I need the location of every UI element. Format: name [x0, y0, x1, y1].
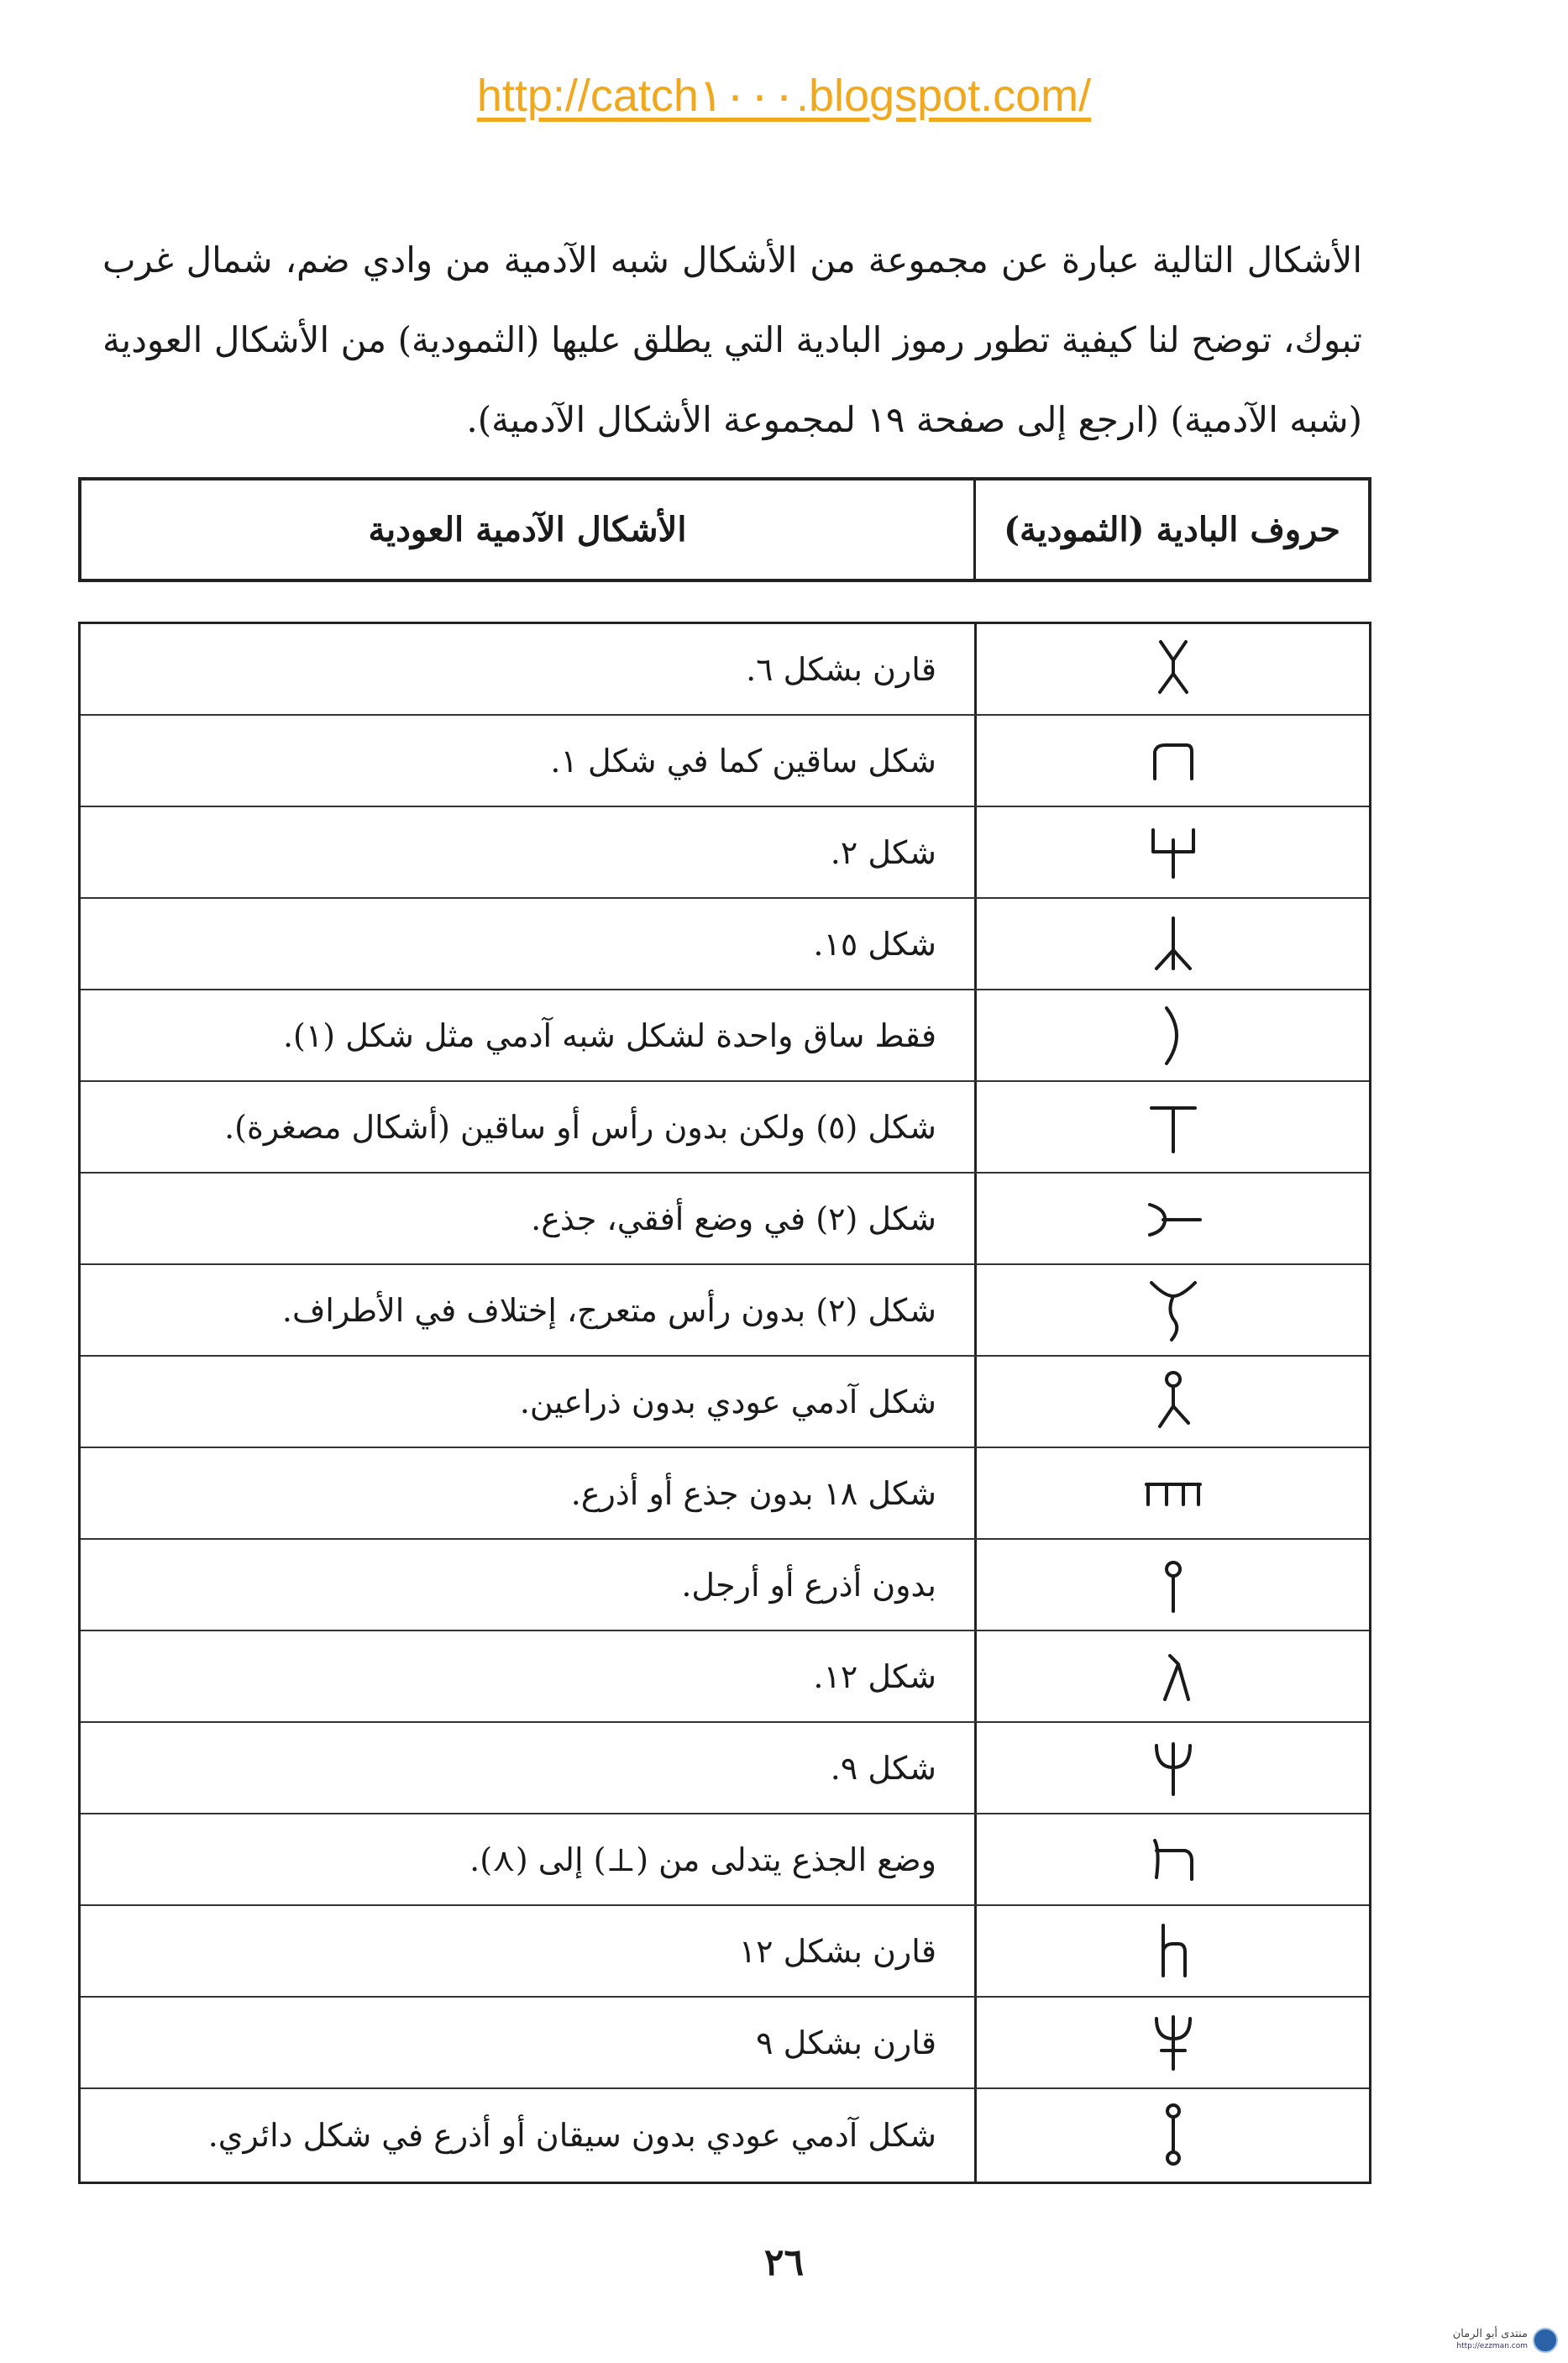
description-cell: قارن بشكل ٦.: [746, 650, 936, 688]
table-row: [81, 1265, 1369, 1357]
table-row: [81, 1540, 1369, 1631]
table-row: [81, 990, 1369, 1082]
table-row: [81, 624, 1369, 716]
symbol-cell: [974, 716, 1369, 806]
table-row: [81, 716, 1369, 807]
symbol-cell: [974, 1357, 1369, 1447]
symbol-cell: [974, 1174, 1369, 1263]
table-header: [78, 477, 1371, 582]
t-shape-icon: [1140, 1090, 1207, 1165]
table-row: [81, 1723, 1369, 1814]
description-cell: فقط ساق واحدة لشكل شبه آدمي مثل شكل (١).: [282, 1016, 936, 1054]
header-shapes-col: الأشكال الآدمية العودية: [368, 510, 687, 549]
symbol-cell: [974, 1906, 1369, 1996]
description-cell: شكل (٢) في وضع أفقي، جذع.: [531, 1200, 936, 1237]
table-row: [81, 1906, 1369, 1998]
description-cell: قارن بشكل ١٢: [738, 1932, 936, 1970]
table-row: [81, 1174, 1369, 1265]
page-number: ٢٦: [763, 2241, 805, 2284]
description-cell: شكل ٩.: [830, 1749, 936, 1787]
branch-legs-icon: [1140, 906, 1207, 982]
pin-icon: [1140, 1547, 1207, 1623]
header-letters-col: حروف البادية (الثمودية): [973, 480, 1368, 579]
forum-logo-icon: [1533, 2328, 1558, 2353]
symbol-cell: [974, 899, 1369, 989]
double-ring-icon: [1140, 2098, 1207, 2173]
header-url-link[interactable]: http://catch١٠٠٠.blogspot.com/: [476, 71, 1092, 121]
description-cell: شكل آدمي عودي بدون سيقان أو أذرع في شكل دائري.: [207, 2117, 936, 2154]
description-cell: شكل آدمي عودي بدون ذراعين.: [519, 1383, 936, 1420]
symbol-cell: [974, 990, 1369, 1080]
symbol-cell: [974, 1814, 1369, 1904]
crossed-psi-icon: [1140, 2005, 1207, 2081]
description-cell: شكل ١٥.: [813, 925, 936, 963]
symbol-cell: [974, 2089, 1369, 2182]
sideways-y-icon: [1140, 1181, 1207, 1257]
table-row: [81, 899, 1369, 990]
symbol-cell: [974, 1082, 1369, 1172]
table-row: [81, 2089, 1369, 2182]
table-row: [81, 1998, 1369, 2089]
table-row: [81, 1631, 1369, 1723]
headed-figure-icon: [1140, 1364, 1207, 1440]
table-row: [81, 807, 1369, 899]
table-row: [81, 1357, 1369, 1448]
crooked-y-icon: [1140, 1273, 1207, 1348]
arch-icon: [1140, 723, 1207, 799]
description-cell: شكل (٢) بدون رأس متعرج، إختلاف في الأطراف.: [281, 1291, 936, 1329]
table-row: [81, 1448, 1369, 1540]
h-shape-icon: [1140, 1914, 1207, 1989]
description-cell: وضع الجذع يتدلى من (⊥) إلى (⋏).: [469, 1841, 936, 1878]
comb-icon: [1140, 1456, 1207, 1531]
table-row: [81, 1082, 1369, 1174]
intro-paragraph: الأشكال التالية عبارة عن مجموعة من الأشكال شبه الآدمية من وادي ضم، شمال غرب تبوك، توضح لنا كيفية تطور رموز البادية التي يطلق عليها (الثمودية) من الأشكال العودية (شبه الآدمية) (ارجع إلى صفحة ١٩ لمجموعة الأشكال الآدمية).: [102, 239, 1362, 440]
symbol-cell: [974, 624, 1369, 714]
symbol-cell: [974, 1631, 1369, 1721]
description-cell: شكل ٢.: [830, 833, 936, 871]
watermark-url: http://ezzman.com: [1456, 2342, 1528, 2350]
description-cell: قارن بشكل ٩: [756, 2024, 936, 2061]
symbols-table: [78, 622, 1371, 2184]
watermark-name: منتدى أبو الرمان: [1452, 2328, 1528, 2340]
symbol-cell: [974, 1540, 1369, 1630]
symbol-cell: [974, 807, 1369, 897]
symbol-cell: [974, 1998, 1369, 2087]
symbol-cell: [974, 1723, 1369, 1813]
description-cell: شكل (٥) ولكن بدون رأس أو ساقين (أشكال مصغرة).: [224, 1108, 936, 1146]
trident-stem-icon: [1140, 815, 1207, 890]
description-cell: شكل ١٢.: [813, 1657, 936, 1695]
description-cell: شكل ١٨ بدون جذع أو أذرع.: [570, 1474, 936, 1512]
table-row: [81, 1814, 1369, 1906]
psi-icon: [1140, 1730, 1207, 1806]
forum-watermark: [1394, 2322, 1558, 2359]
y-figure-icon: [1140, 632, 1207, 707]
symbol-cell: [974, 1448, 1369, 1538]
hook-icon: [1140, 1822, 1207, 1898]
description-cell: بدون أذرع أو أرجل.: [681, 1566, 936, 1604]
watermark-text: [1394, 2329, 1528, 2352]
single-curve-icon: [1140, 998, 1207, 1074]
lambda-icon: [1140, 1639, 1207, 1714]
description-cell: شكل ساقين كما في شكل ١.: [550, 742, 936, 780]
symbol-cell: [974, 1265, 1369, 1355]
